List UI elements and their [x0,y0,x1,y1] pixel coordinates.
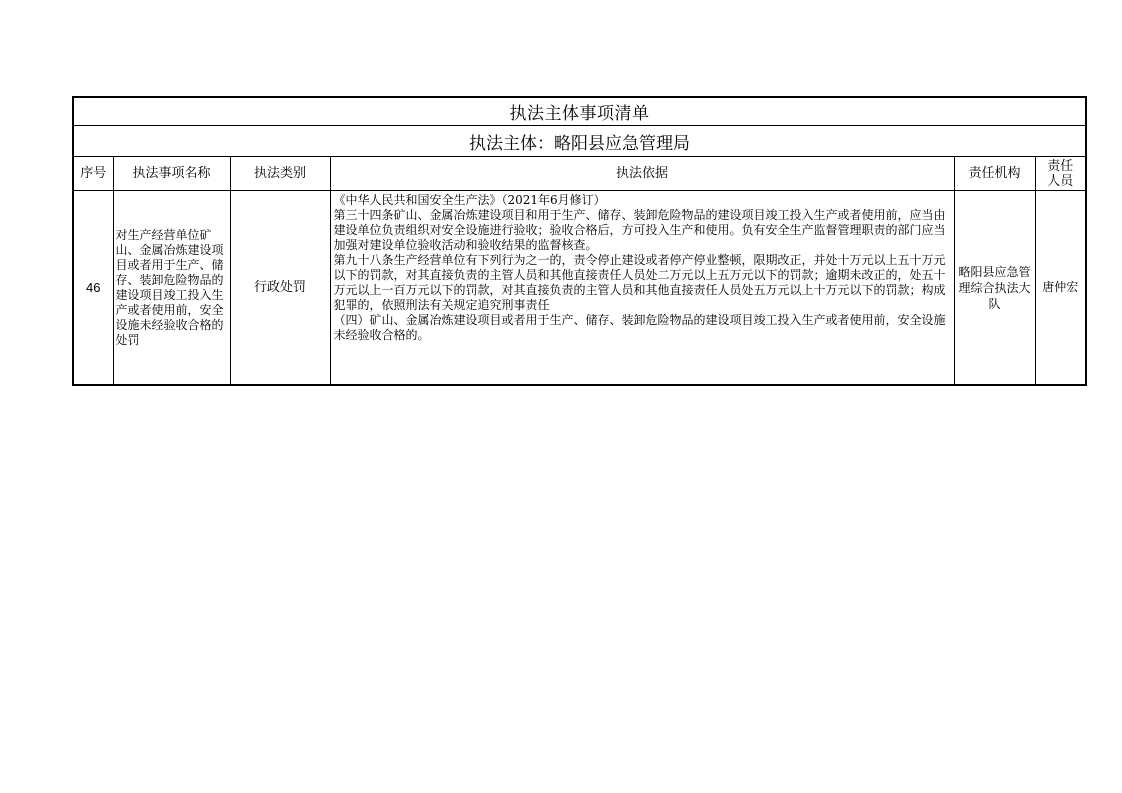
org-cell: 略阳县应急管理综合执法大队 [954,191,1035,386]
header-category: 执法类别 [230,157,330,191]
header-no: 序号 [73,157,113,191]
basis-clause-4: （四）矿山、金属冶炼建设项目或者用于生产、储存、装卸危险物品的建设项目竣工投入生产或者使用前，安全设施未经验收合格的。 [333,313,946,342]
category-cell: 行政处罚 [230,191,330,386]
table-row [73,191,1086,386]
header-row [73,157,1086,191]
header-org: 责任机构 [954,157,1035,191]
basis-article-98: 第九十八条生产经营单位有下列行为之一的，责令停止建设或者停产停业整顿，限期改正，并处十万元以上五十万元以下的罚款，对其直接负责的主管人员和其他直接责任人员处二万元以上五万元以下的罚款；逾期未改正的，处五十万元以上一百万元以下的罚款，对其直接负责的主管人员和其他直接责任人员处五万元以上十万元以下的罚款；构成犯罪的，依照刑法有关规定追究刑事责任 [333,253,946,312]
title-row [73,97,1086,126]
row-number: 46 [73,191,113,386]
subject-row [73,126,1086,157]
header-basis: 执法依据 [330,157,954,191]
table-title: 执法主体事项清单 [73,97,1086,126]
basis-article-34: 第三十四条矿山、金属冶炼建设项目和用于生产、储存、装卸危险物品的建设项目竣工投入生产或者使用前，应当由建设单位负责组织对安全设施进行验收；验收合格后，方可投入生产和使用。负有安全生产监督管理职责的部门应当加强对建设单位验收活动和验收结果的监督核查。 [333,208,946,252]
header-person: 责任人员 [1035,157,1086,191]
enforcement-subject: 执法主体：略阳县应急管理局 [73,126,1086,157]
item-name-cell: 对生产经营单位矿山、金属冶炼建设项目或者用于生产、储存、装卸危险物品的建设项目竣工投入生产或者使用前，安全设施未经验收合格的处罚 [113,191,230,386]
basis-cell [330,191,954,386]
basis-law-title: 《中华人民共和国安全生产法》（2021年6月修订） [333,193,606,207]
header-item-name: 执法事项名称 [113,157,230,191]
person-cell: 唐仲宏 [1035,191,1086,386]
enforcement-items-table [72,96,1087,386]
